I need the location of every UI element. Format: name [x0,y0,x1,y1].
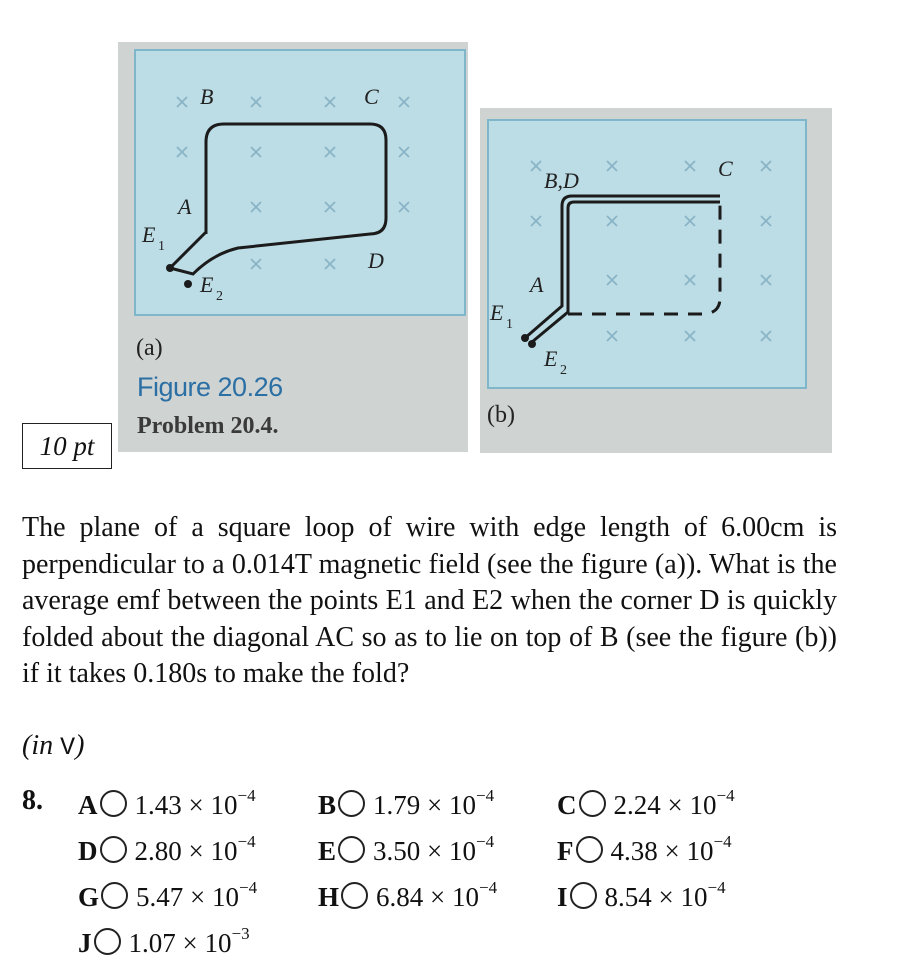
units-value: V [60,733,76,762]
choice-a[interactable]: A $1.43 \times 10^{-4}$ [78,786,256,820]
label-a-b: A [530,272,544,297]
label-a: A [178,194,192,219]
label-e2-b: E [544,346,558,371]
label-e2-sub-b: 2 [560,363,567,378]
radio-circle-icon[interactable] [579,790,606,817]
choice-e[interactable]: E $3.50 \times 10^{-4}$ [318,832,495,866]
radio-circle-icon[interactable] [570,882,597,909]
choice-c[interactable]: C $2.24 \times 10^{-4}$ [557,786,735,820]
units-note: (in V) [22,730,85,762]
choice-h[interactable]: H $6.84 \times 10^{-4}$ [318,878,498,912]
label-b: B [200,84,214,109]
label-e1-sub: 1 [158,239,165,254]
radio-circle-icon[interactable] [338,790,365,817]
figure-b-diagram [480,108,832,453]
choice-d[interactable]: D $2.80 \times 10^{-4}$ [78,832,256,866]
radio-circle-icon[interactable] [100,790,127,817]
label-e1: E [142,222,156,247]
question-number: 8. [22,785,43,816]
points-badge: 10 pt [22,423,112,469]
radio-circle-icon[interactable] [100,836,127,863]
choice-f[interactable]: F $4.38 \times 10^{-4}$ [557,832,732,866]
radio-circle-icon[interactable] [576,836,603,863]
figure-caption-problem: Problem 20.4. [137,413,279,439]
radio-circle-icon[interactable] [94,928,121,955]
label-e2-sub: 2 [216,289,223,304]
radio-circle-icon[interactable] [341,882,368,909]
label-d: D [368,248,384,273]
panel-b-label: (b) [487,402,515,428]
choice-g[interactable]: G $5.47 \times 10^{-4}$ [78,878,258,912]
figure-photo-b [480,108,832,453]
label-c: C [364,84,379,109]
choice-i[interactable]: I $8.54 \times 10^{-4}$ [557,878,726,912]
label-c-b: C [718,156,733,181]
label-e2: E [200,272,214,297]
choice-j[interactable]: J $1.07 \times 10^{-3}$ [78,924,250,958]
problem-text: The plane of a square loop of wire with edge length of 6.00cm is perpendicular to a 0.014T magnetic field (see the figure (a)). What is the average emf between the points E1 and E2 when the corner D is quickly folded about the diagonal AC so as to lie on top of B (see the figure (b)) if it takes 0.180s to make the fold? [22,512,837,689]
panel-a-label: (a) [136,335,163,361]
label-bd: B,D [544,168,579,193]
radio-circle-icon[interactable] [101,882,128,909]
figure-caption-title: Figure 20.26 [137,372,283,402]
radio-circle-icon[interactable] [338,836,365,863]
label-e1-b: E [490,300,504,325]
choice-b[interactable]: B $1.79 \times 10^{-4}$ [318,786,495,820]
label-e1-sub-b: 1 [506,317,513,332]
